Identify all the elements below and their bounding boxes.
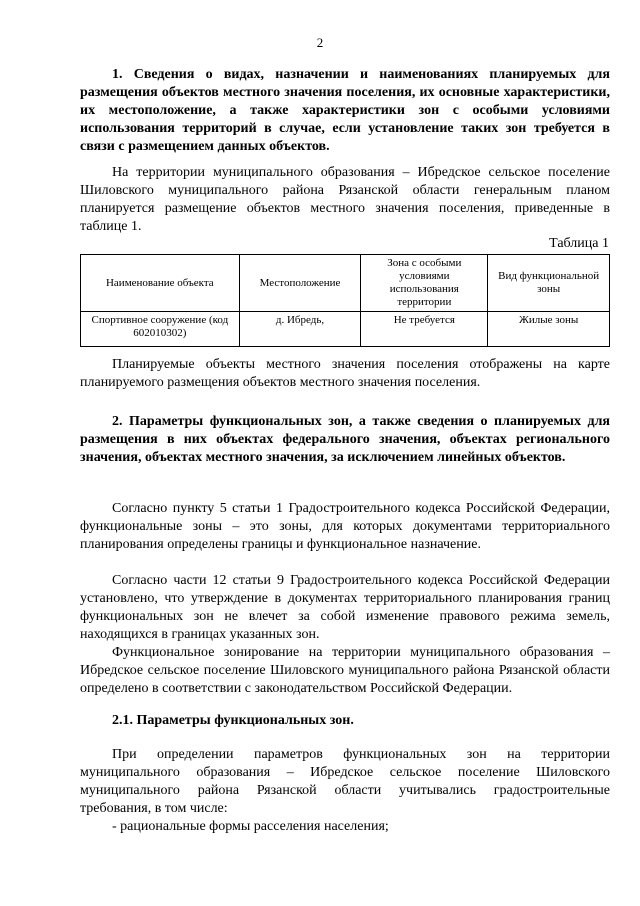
objects-table [80, 254, 610, 347]
section-1-heading: 1. Сведения о видах, назначении и наименованиях планируемых для размещения объектов местного значения поселения, их основные характеристики, их местоположение, а также характеристики зон с особыми условиями использования территорий в случае, если установление таких зон требуется в связи с размещением данных объектов. [80, 67, 610, 154]
table-header-cell: Местоположение [239, 255, 361, 312]
table-header-cell: Зона с особыми условиями использования территории [361, 255, 488, 312]
section-2-paragraph: Согласно пункту 5 статьи 1 Градостроительного кодекса Российской Федерации, функциональные зоны – это зоны, для которых документами территориального планирования определены границы и функциональное назначение. [80, 501, 610, 552]
table-cell: Жилые зоны [488, 312, 610, 347]
table-cell: д. Ибредь, [239, 312, 361, 347]
page-number: 2 [316, 35, 324, 50]
section-1-intro: На территории муниципального образования – Ибредское сельское поселение Шиловского муниципального района Рязанской области генеральным планом планируется размещение объектов местного значения поселения, приведенные в таблице 1. [80, 165, 610, 234]
table-cell: Спортивное сооружение (код 602010302) [81, 312, 240, 347]
section-2-paragraph: Функциональное зонирование на территории муниципального образования – Ибредское сельское поселение Шиловского муниципального района Рязанской области определено в соответствии с законодательством Российской Федерации. [80, 645, 610, 696]
section-2-1-heading: 2.1. Параметры функциональных зон. [112, 713, 354, 728]
table-header-cell: Вид функциональной зоны [488, 255, 610, 312]
table-row [81, 312, 610, 347]
table-header-cell: Наименование объекта [81, 255, 240, 312]
section-1-after-table: Планируемые объекты местного значения поселения отображены на карте планируемого размещения объектов местного значения поселения. [80, 357, 610, 390]
table-cell: Не требуется [361, 312, 488, 347]
table-header-row [81, 255, 610, 312]
section-2-1-paragraph: При определении параметров функциональных зон на территории муниципального образования – Ибредское сельское поселение Шиловского муниципального района Рязанской области учитывались градостроительные требования, в том числе: [80, 747, 610, 816]
section-2-paragraph: Согласно части 12 статьи 9 Градостроительного кодекса Российской Федерации установлено, что утверждение в документах территориального планирования границ функциональных зон не влечет за собой изменение правового режима земель, находящихся в границах указанных зон. [80, 573, 610, 642]
table-caption: Таблица 1 [549, 236, 609, 251]
list-item: - рациональные формы расселения населения; [112, 819, 389, 834]
section-2-heading: 2. Параметры функциональных зон, а также сведения о планируемых для размещения в них объектах федерального значения, объектах регионального значения, объектах местного значения, за исключением линейных объектов. [80, 414, 610, 465]
